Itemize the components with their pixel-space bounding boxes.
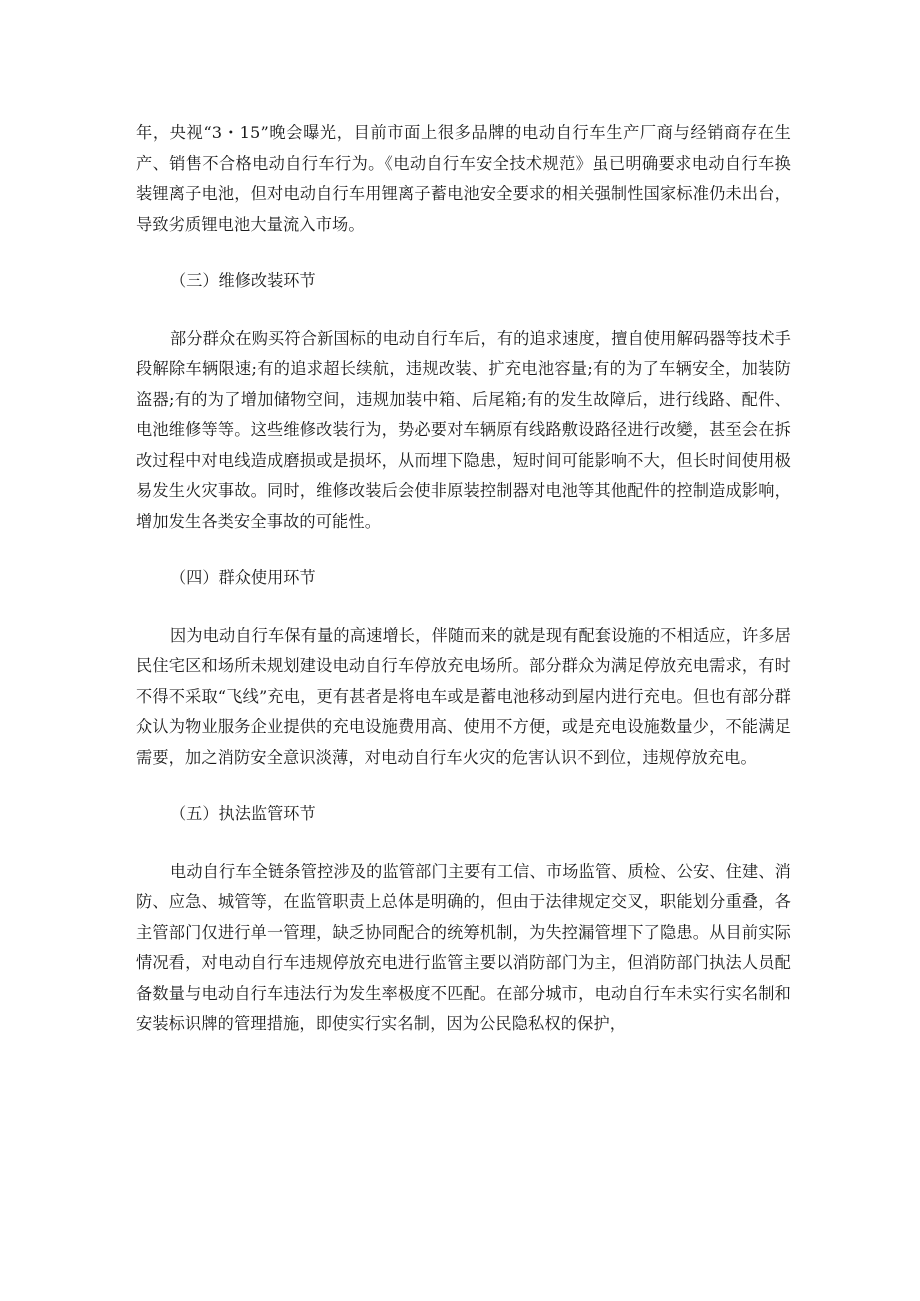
section-body-public-use: 因为电动自行车保有量的高速增长，伴随而来的就是现有配套设施的不相适应，许多居民住宅区和场所未规划建设电动自行车停放充电场所。部分群众为满足停放充电需求，有时不得不采取“飞线”充电，更有甚者是将电车或是蓄电池移动到屋内进行充电。但也有部分群众认为物业服务企业提供的充电设施费用高、使用不方便，或是充电设施数量少，不能满足需要，加之消防安全意识淡薄，对电动自行车火灾的危害认识不到位，违规停放充电。 bbox=[136, 625, 791, 767]
document-body bbox=[136, 118, 791, 1040]
section-heading-law-enforcement: （五）执法监管环节 bbox=[170, 804, 316, 823]
section-body-law-enforcement: 电动自行车全链条管控涉及的监管部门主要有工信、市场监管、质检、公安、住建、消防、应急、城管等，在监管职责上总体是明确的，但由于法律规定交叉，职能划分重叠，各主管部门仅进行单一管理，缺乏协同配合的统筹机制，为失控漏管埋下了隐患。从目前实际情况看，对电动自行车违规停放充电进行监管主要以消防部门为主，但消防部门执法人员配备数量与电动自行车违法行为发生率极度不匹配。在部分城市，电动自行车未实行实名制和安装标识牌的管理措施，即使实行实名制，因为公民隐私权的保护， bbox=[136, 861, 791, 1033]
section-heading-repair-modification: （三）维修改装环节 bbox=[170, 271, 316, 290]
section-body-repair-modification: 部分群众在购买符合新国标的电动自行车后，有的追求速度，擅自使用解码器等技术手段解除车辆限速;有的追求超长续航，违规改装、扩充电池容量;有的为了车辆安全，加装防盗器;有的为了增加储物空间，违规加装中箱、后尾箱;有的发生故障后，进行线路、配件、电池维修等等。这些维修改装行为，势必要对车辆原有线路敷设路径进行改變，甚至会在拆改过程中对电线造成磨损或是损坏，从而埋下隐患，短时间可能影响不大，但长时间使用极易发生火灾事故。同时，维修改装后会使非原装控制器对电池等其他配件的控制造成影响，增加发生各类安全事故的可能性。 bbox=[136, 328, 791, 531]
section-heading-public-use: （四）群众使用环节 bbox=[170, 568, 316, 587]
intro-paragraph: 年，央视“3・15”晚会曝光，目前市面上很多品牌的电动自行车生产厂商与经销商存在生产、销售不合格电动自行车行为。《电动自行车安全技术规范》虽已明确要求电动自行车换装锂离子电池，但对电动自行车用锂离子蓄电池安全要求的相关强制性国家标准仍未出台，导致劣质锂电池大量流入市场。 bbox=[136, 123, 791, 234]
